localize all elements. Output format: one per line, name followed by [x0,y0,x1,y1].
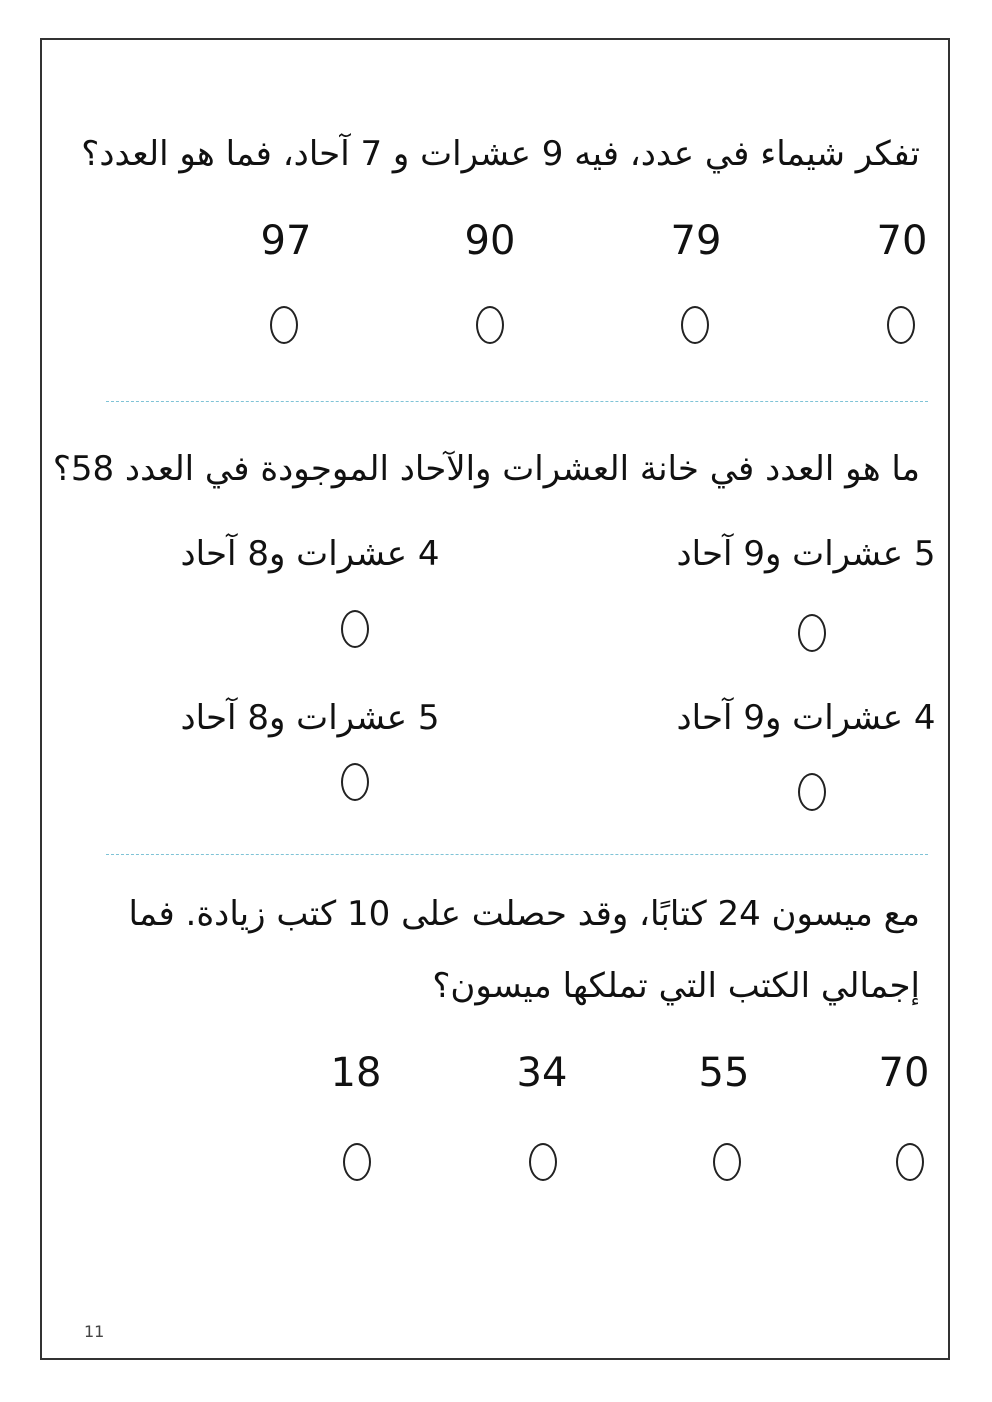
q1-option-4-radio[interactable] [270,306,298,344]
question-1-text: تفكر شيماء في عدد، فيه 9 عشرات و 7 آحاد، فما هو العدد؟ [81,134,920,174]
q2-option-3-radio[interactable] [798,773,826,811]
question-divider [106,401,928,402]
q1-option-1-radio[interactable] [887,306,915,344]
q1-option-1-label: 70 [876,218,928,264]
question-divider [106,854,928,855]
q3-option-1-radio[interactable] [896,1143,924,1181]
q2-option-3-label: 4 عشرات و9 آحاد [676,698,936,738]
q2-option-1-label: 5 عشرات و9 آحاد [676,534,936,574]
q3-option-4-radio[interactable] [343,1143,371,1181]
q2-option-4-label: 5 عشرات و8 آحاد [180,698,440,738]
q3-option-2-label: 55 [698,1050,750,1096]
question-3-text-line-2: إجمالي الكتب التي تملكها ميسون؟ [432,966,920,1006]
page-number: 11 [84,1322,105,1341]
q1-option-3-radio[interactable] [476,306,504,344]
question-2-text: ما هو العدد في خانة العشرات والآحاد الموجودة في العدد 58؟ [52,449,920,489]
q1-option-2-radio[interactable] [681,306,709,344]
q2-option-4-radio[interactable] [341,763,369,801]
q1-option-2-label: 79 [670,218,722,264]
q3-option-3-radio[interactable] [529,1143,557,1181]
q3-option-1-label: 70 [878,1050,930,1096]
q3-option-2-radio[interactable] [713,1143,741,1181]
q2-option-2-radio[interactable] [341,610,369,648]
q2-option-2-label: 4 عشرات و8 آحاد [180,534,440,574]
question-3-text-line-1: مع ميسون 24 كتابًا، وقد حصلت على 10 كتب زيادة. فما [128,894,920,934]
q1-option-3-label: 90 [464,218,516,264]
q1-option-4-label: 97 [260,218,312,264]
q3-option-3-label: 34 [516,1050,568,1096]
q2-option-1-radio[interactable] [798,614,826,652]
q3-option-4-label: 18 [330,1050,382,1096]
